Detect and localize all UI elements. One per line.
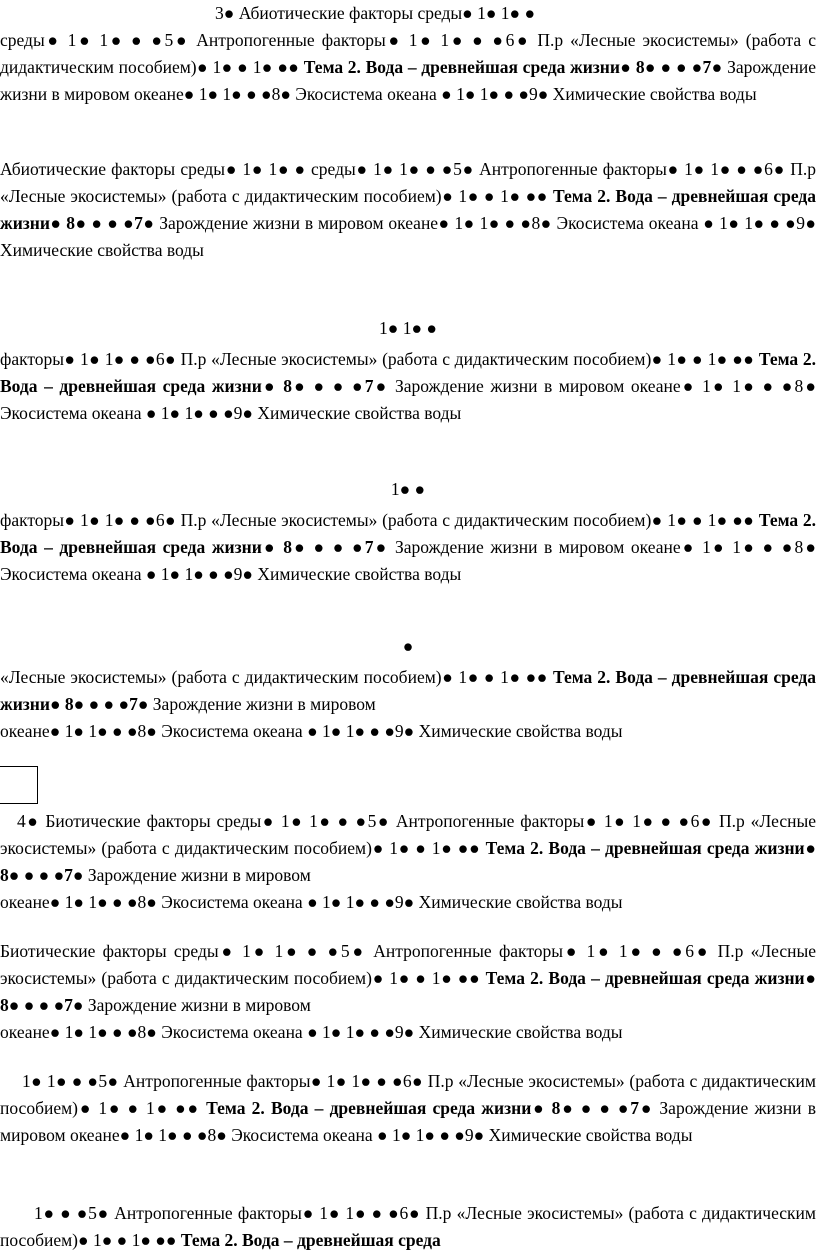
paragraph-1-text: среды● 1● 1● ● ●5● Антропогенные факторы● 1● 1● ● ●6● П.р «Лесные экосистемы» (работа с дидактическим пособием)● 1● ● 1● ●● — [0, 30, 816, 77]
paragraph-6-tail-2: океане● 1● 1● ● ●8● Экосистема океана ● 1● 1● ● ●9● Химические свойства воды — [0, 892, 623, 912]
paragraph-5-tail-1: Зарождение жизни в мировом — [152, 694, 376, 714]
paragraph-1-topic: Тема 2. Вода – древнейшая среда жизни● 8● ● ● ●7● — [303, 57, 723, 77]
paragraph-1-first-line: 3● Абиотические факторы среды● 1● 1● ● — [215, 3, 536, 23]
paragraph-3 — [0, 315, 816, 427]
paragraph-3-heading: 1● 1● ● — [379, 318, 437, 338]
paragraph-5-text: «Лесные экосистемы» (работа с дидактическим пособием)● 1● ● 1● ●● — [0, 667, 548, 687]
paragraph-1 — [0, 0, 816, 108]
paragraph-7-text: Биотические факторы среды● 1● 1● ● ●5● Антропогенные факторы● 1● 1● ● ●6● П.р «Лесные экосистемы» (работа с дидактическим пособием)● 1● ● 1● ●● — [0, 941, 816, 988]
paragraph-3-text: факторы● 1● 1● ● ●6● П.р «Лесные экосистемы» (работа с дидактическим пособием)● 1● ● 1● ●● — [0, 349, 755, 369]
paragraph-6-topic: Тема 2. Вода – древнейшая среда жизни● 8● ● ● ●7● — [0, 838, 816, 885]
paragraph-4-text: факторы● 1● 1● ● ●6● П.р «Лесные экосистемы» (работа с дидактическим пособием)● 1● ● 1● ●● — [0, 510, 755, 530]
paragraph-5-heading: ● — [402, 636, 414, 656]
paragraph-8-text: 1● 1● ● ●5● Антропогенные факторы● 1● 1● ● ●6● П.р «Лесные экосистемы» (работа с дидактическим пособием)● 1● ● 1● ●● — [0, 1071, 816, 1118]
paragraph-9-topic: Тема 2. Вода – древнейшая среда — [180, 1230, 441, 1250]
paragraph-7-tail-2: океане● 1● 1● ● ●8● Экосистема океана ● 1● 1● ● ●9● Химические свойства воды — [0, 1022, 623, 1042]
paragraph-8-tail: Зарождение жизни в мировом океане● 1● 1● ● ●8● Экосистема океана ● 1● 1● ● ●9● Химические свойства воды — [0, 1098, 816, 1145]
paragraph-7-topic: Тема 2. Вода – древнейшая среда жизни● 8● ● ● ●7● — [0, 968, 816, 1015]
paragraph-4-topic: Тема 2. Вода – древнейшая среда жизни● 8● ● ● ●7● — [0, 510, 816, 557]
paragraph-5 — [0, 633, 816, 745]
paragraph-2-topic: Тема 2. Вода – древнейшая среда жизни● 8● ● ● ●7● — [0, 186, 816, 233]
paragraph-2 — [0, 156, 816, 264]
paragraph-4 — [0, 476, 816, 588]
paragraph-2-text: Абиотические факторы среды● 1● 1● ● среды● 1● 1● ● ●5● Антропогенные факторы● 1● 1● ● ●6● П.р «Лесные экосистемы» (работа с дидактическим пособием)● 1● ● 1● ●● — [0, 159, 816, 206]
paragraph-7-tail-1: Зарождение жизни в мировом — [87, 995, 311, 1015]
paragraph-6-tail-1: Зарождение жизни в мировом — [87, 865, 311, 885]
paragraph-3-body — [0, 346, 816, 427]
paragraph-7 — [0, 938, 816, 1046]
paragraph-3-tail: Зарождение жизни в мировом океане● 1● 1● ● ●8● Экосистема океана ● 1● 1● ● ●9● Химические свойства воды — [0, 376, 816, 423]
paragraph-4-tail: Зарождение жизни в мировом океане● 1● 1● ● ●8● Экосистема океана ● 1● 1● ● ●9● Химические свойства воды — [0, 537, 816, 584]
paragraph-1-tail: Зарождение жизни в мировом океане● 1● 1● ● ●8● Экосистема океана ● 1● 1● ● ●9● Химические свойства воды — [0, 57, 816, 104]
paragraph-5-body — [0, 664, 816, 745]
paragraph-8-topic: Тема 2. Вода – древнейшая среда жизни● 8● ● ● ●7● — [206, 1098, 654, 1118]
paragraph-9 — [0, 1200, 816, 1254]
empty-box — [0, 766, 38, 804]
paragraph-3-topic: Тема 2. Вода – древнейшая среда жизни● 8● ● ● ●7● — [0, 349, 816, 396]
paragraph-2-tail: Зарождение жизни в мировом океане● 1● 1● ● ●8● Экосистема океана ● 1● 1● ● ●9● Химические свойства воды — [0, 213, 816, 260]
paragraph-5-tail-2: океане● 1● 1● ● ●8● Экосистема океана ● 1● 1● ● ●9● Химические свойства воды — [0, 721, 623, 741]
paragraph-6-text: 4● Биотические факторы среды● 1● 1● ● ●5● Антропогенные факторы● 1● 1● ● ●6● П.р «Лесные экосистемы» (работа с дидактическим пособием)● 1● ● 1● ●● — [0, 811, 816, 858]
paragraph-5-topic: Тема 2. Вода – древнейшая среда жизни● 8● ● ● ●7● — [0, 667, 816, 714]
paragraph-9-text: 1● ● ●5● Антропогенные факторы● 1● 1● ● ●6● П.р «Лесные экосистемы» (работа с дидактическим пособием)● 1● ● 1● ●● — [0, 1203, 816, 1250]
paragraph-6 — [0, 808, 816, 916]
paragraph-4-body — [0, 507, 816, 588]
paragraph-8 — [0, 1068, 816, 1149]
paragraph-4-heading: 1● ● — [390, 479, 426, 499]
